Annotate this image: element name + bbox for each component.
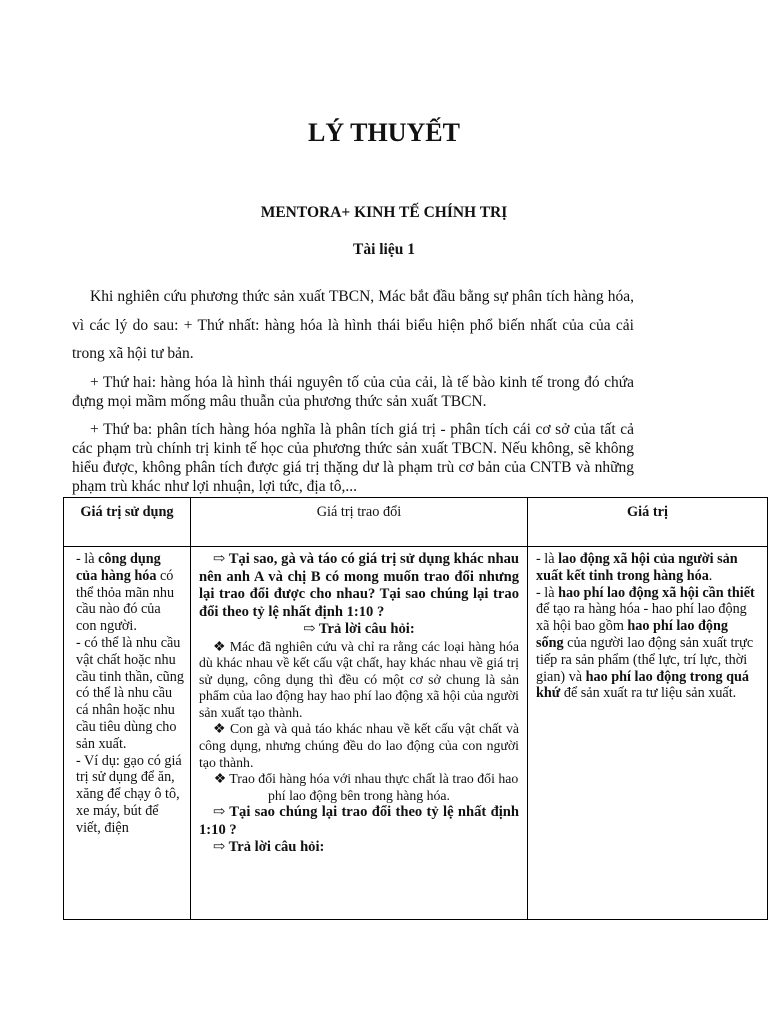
header-value: Giá trị [528,498,768,547]
answer-heading-two: ⇨ Trả lời câu hỏi: [213,839,325,856]
use-value-definition: - là công dụng của hàng hóa có thể thỏa mãn nhu cầu nào đó của con người. [76,551,175,635]
document-subtitle: MENTORA+ KINH TẾ CHÍNH TRỊ [260,204,508,221]
header-exchange-value: Giá trị trao đổi [191,498,528,547]
value-cell [528,547,768,920]
bullet-marx-analysis: ❖ Mác đã nghiên cứu và chỉ ra rằng các loại hàng hóa dù khác nhau về kết cấu vật chất, hay khác nhau về giá trị sử dụng, công dụng thì đều có một cơ sở chung là sản phẩm của lao động hay hao phí lao động xã hội của người sản xuất tạo thành. [199,638,519,720]
use-value-needs: - có thể là nhu cầu vật chất hoặc nhu cầu tinh thần, cũng có thể là nhu cầu cá nhân hoặc nhu cầu tiêu dùng cho sản xuất. [76,634,184,752]
value-definition: - là lao động xã hội của người sản xuất kết tinh trong hàng hóa. [536,551,738,584]
intro-paragraph: Khi nghiên cứu phương thức sản xuất TBCN, Mác bắt đầu bằng sự phân tích hàng hóa, vì các lý do sau: + Thứ nhất: hàng hóa là hình thái biểu hiện phổ biến nhất của của cải trong xã hội tư bản. [72,288,634,362]
document-label: Tài liệu 1 [352,241,415,258]
answer-heading-one: ⇨ Trả lời câu hỏi: [303,621,415,637]
use-value-cell [64,547,191,920]
question-two: ⇨ Tại sao chúng lại trao đổi theo tỷ lệ nhất định 1:10 ? [199,804,519,838]
page-title: LÝ THUYẾT [308,118,460,147]
bullet-exchange-essence: ❖ Trao đổi hàng hóa với nhau thực chất là trao đổi hao phí lao động bên trong hàng hóa. [213,771,519,803]
reason-three-paragraph: + Thứ ba: phân tích hàng hóa nghĩa là phân tích giá trị - phân tích cái cơ sở của tất cả các phạm trù chính trị kinh tế học của phương thức sản xuất TBCN. Nếu không, sẽ không hiểu được, không phân tích được giá trị thặng dư là phạm trù cơ bản của CNTB và những phạm trù khác như lợi nhuận, lợi tức, địa tô,... [72,421,634,495]
table-row [64,547,768,920]
table-header-row [64,498,768,547]
exchange-value-cell [191,547,528,920]
reason-two-paragraph: + Thứ hai: hàng hóa là hình thái nguyên tố của của cải, là tế bào kinh tế trong đó chứa đựng mọi mầm mống mâu thuẫn của phương thức sản xuất TBCN. [72,374,634,410]
question-one: ⇨ Tại sao, gà và táo có giá trị sử dụng khác nhau nên anh A và chị B có mong muốn trao đổi nhưng lại trao đổi được cho nhau? Tại sao chúng lại trao đổi theo tỷ lệ nhất định 1:10 ? [199,551,519,620]
value-comparison-table [63,497,768,920]
header-use-value: Giá trị sử dụng [64,498,191,547]
bullet-chicken-apple: ❖ Con gà và quả táo khác nhau về kết cấu vật chất và công dụng, nhưng chúng đều do lao động của con người tạo thành. [199,721,519,770]
use-value-example: - Ví dụ: gạo có giá trị sử dụng để ăn, xăng để chạy ô tô, xe máy, bút để viết, điện [76,752,182,836]
value-labor-expenditure: - là hao phí lao động xã hội cần thiết để tạo ra hàng hóa - hao phí lao động xã hội bao gồm hao phí lao động sống của người lao động sản xuất trực tiếp ra sản phẩm (thể lực, trí lực, thời gian) và hao phí lao động trong quá khứ để sản xuất ra tư liệu sản xuất. [536,584,755,702]
